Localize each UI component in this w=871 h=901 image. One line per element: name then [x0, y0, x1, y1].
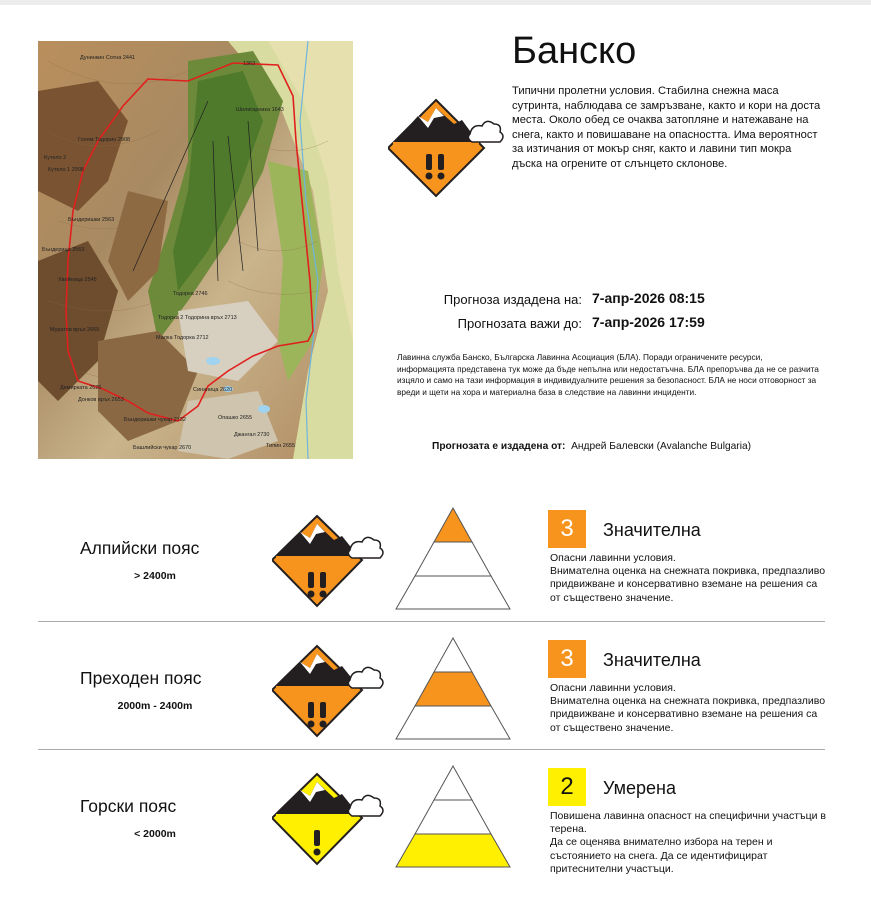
top-bar	[0, 0, 871, 5]
forecast-description: Типични пролетни условия. Стабилна снежна маса сутринта, наблюдава се замръзване, както и кори на доста места. Около обед се очаква затопляне и натежаване на снега, както и повишаване на опасността. Има вероятност за изтичания от мокър сняг, както и лавини тип мокра дъска на огрените от слънцето склонове.	[512, 85, 821, 170]
map-label: Малка Тодорка 2712	[156, 335, 209, 341]
elevation-zone	[0, 758, 871, 884]
danger-level-summary: Повишена лавинна опасност на специфични участъци в терена.	[550, 810, 826, 836]
divider	[38, 749, 825, 750]
danger-level-text	[550, 552, 830, 605]
map-label: Опашко 2655	[218, 415, 253, 421]
map-label: Тодорка 2 Тодорина връх 2713	[158, 315, 237, 321]
avalanche-danger-icon	[388, 98, 508, 198]
danger-level-name: Значителна	[603, 650, 701, 670]
map-label: Бъндеришки чукар 2732	[124, 417, 186, 423]
danger-level-advice: Внимателна оценка на снежната покривка, предпазливо придвижване и консервативно вземане на решения са от съществено значение.	[550, 565, 826, 604]
author-label: Прогнозата е издадена от:	[432, 441, 566, 452]
map-label: Муратов връх 2669	[50, 327, 100, 333]
zone-elevation: < 2000m	[134, 828, 176, 840]
map-label: Кутело 1 2908	[48, 167, 84, 173]
map-label: Тодорка 2746	[173, 291, 208, 297]
danger-level-text	[550, 810, 830, 876]
danger-level-name: Умерена	[603, 778, 676, 798]
danger-level-badge: 3	[548, 640, 586, 678]
danger-level-advice: Да се оценява внимателно избора на терен и състоянието на снега. Да се идентифицират притеснителни участъци.	[550, 836, 773, 875]
elevation-pyramid	[394, 764, 512, 868]
danger-level-summary: Опасни лавинни условия.	[550, 552, 676, 564]
danger-level-icon	[272, 642, 388, 738]
danger-level-name: Значителна	[603, 520, 701, 540]
elevation-pyramid	[394, 506, 512, 610]
zone-name: Горски пояс	[80, 796, 177, 816]
disclaimer: Лавинна служба Банско, Българска Лавинна Асоциация (БЛА). Поради ограничените ресурси, информацията представена тук може да бъде непълна или недостатъчна. БЛА препоръчва да не се разчита изцяло и само на тази информация в индивидуалните решения за безопасност. БЛА не носи отговорност за вреди и щети на хора и материална база в следствие на лавинни инциденти.	[397, 352, 819, 397]
map-label: Бъндеришки 2563	[68, 217, 115, 223]
map-label: Башлийски чукар 2670	[133, 445, 192, 451]
forecast-map	[38, 41, 353, 459]
map-label: Хвойница 2545	[58, 277, 97, 283]
author-name: Андрей Балевски (Avalanche Bulgaria)	[571, 441, 752, 452]
issued-label: Прогноза издадена на:	[443, 292, 582, 307]
danger-level-badge: 2	[548, 768, 586, 806]
map-label: 1363	[243, 61, 256, 67]
danger-level-advice: Внимателна оценка на снежната покривка, предпазливо придвижване и консервативно вземане на решения са от съществено значение.	[550, 695, 826, 734]
map-label: Голям Тодорин 2908	[78, 137, 131, 143]
divider	[38, 621, 825, 622]
danger-level-summary: Опасни лавинни условия.	[550, 682, 676, 694]
valid-value: 7-апр-2026 17:59	[592, 314, 705, 330]
map-label: Кутело 2	[44, 155, 67, 161]
zone-elevation: > 2400m	[134, 570, 176, 582]
elevation-zone	[0, 630, 871, 756]
map-label: Демирката 2626	[60, 385, 102, 391]
map-label: Типин 2655	[266, 443, 296, 449]
danger-level-icon	[272, 770, 388, 866]
elevation-pyramid	[394, 636, 512, 740]
page-title: Банско	[512, 30, 637, 72]
map-label: Джангал 2730	[234, 432, 270, 438]
map-label: Донков връх 2653	[78, 397, 124, 403]
danger-level-text	[550, 682, 830, 735]
danger-level-icon	[272, 512, 388, 608]
map-label: Бъндерица 2563	[42, 247, 85, 253]
zone-name: Алпийски пояс	[80, 538, 200, 558]
zone-elevation: 2000m - 2400m	[117, 700, 193, 712]
issued-value: 7-апр-2026 08:15	[592, 290, 705, 306]
map-label: Дунинкин Сотна 2441	[80, 55, 136, 61]
valid-label: Прогнозата важи до:	[457, 316, 582, 331]
zone-name: Преходен пояс	[80, 668, 202, 688]
author-line	[432, 441, 751, 452]
danger-level-badge: 3	[548, 510, 586, 548]
map-label: Синаница 2620	[193, 387, 233, 393]
elevation-zone	[0, 500, 871, 626]
map-label: Шилигарника 1643	[236, 107, 284, 113]
